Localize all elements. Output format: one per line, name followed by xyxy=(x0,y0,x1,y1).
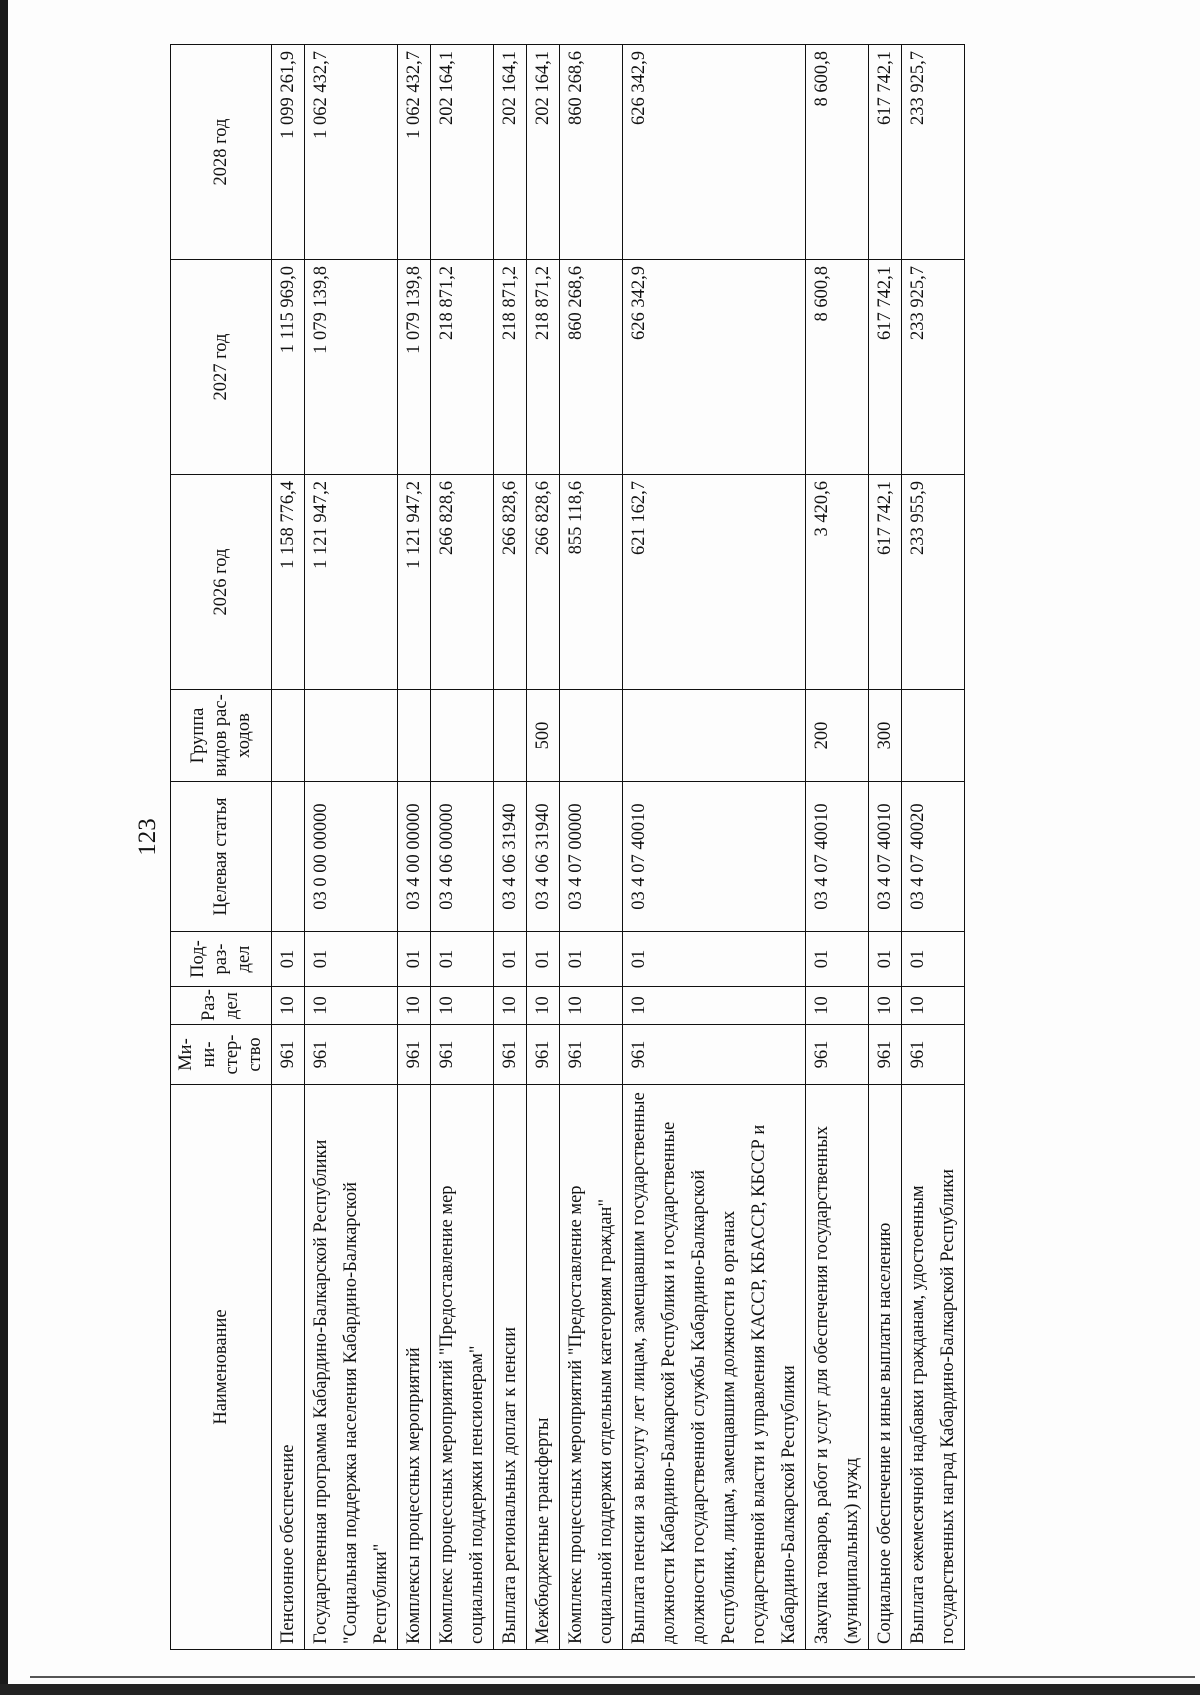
cell-expense-group xyxy=(305,690,398,782)
cell-subsection: 01 xyxy=(902,932,965,987)
cell-target: 03 4 06 31940 xyxy=(527,782,560,932)
cell-2027: 860 268,6 xyxy=(560,260,623,475)
cell-name: Комплексы процессных мероприятий xyxy=(398,1085,431,1650)
cell-subsection: 01 xyxy=(560,932,623,987)
cell-name: Комплекс процессных мероприятий "Предоставление мер социальной поддержки пенсионерам" xyxy=(431,1085,494,1650)
header-2026: 2026 год xyxy=(171,475,272,690)
table-row xyxy=(623,45,806,1650)
cell-2028: 626 342,9 xyxy=(623,45,806,260)
cell-expense-group xyxy=(494,690,527,782)
cell-2026: 855 118,6 xyxy=(560,475,623,690)
table-row xyxy=(527,45,560,1650)
cell-2026: 266 828,6 xyxy=(494,475,527,690)
cell-section: 10 xyxy=(560,987,623,1025)
cell-2028: 1 062 432,7 xyxy=(398,45,431,260)
cell-name: Социальное обеспечение и иные выплаты населению xyxy=(869,1085,902,1650)
cell-2026: 1 121 947,2 xyxy=(398,475,431,690)
cell-name: Выплата ежемесячной надбавки гражданам, удостоенным государственных наград Кабардино-Балкарской Республики xyxy=(902,1085,965,1650)
scan-artifact-line xyxy=(30,1676,1195,1678)
cell-name: Выплата пенсии за выслугу лет лицам, замещавшим государственные должности Кабардино-Балкарской Республики и государственные должности государственной службы Кабардино-Балкарской Республики, лицам, замещавшим должности в органах государственной власти и управления КАССР, КБАССР, КБССР и Кабардино-Балкарской Республики xyxy=(623,1085,806,1650)
cell-subsection: 01 xyxy=(272,932,305,987)
header-section: Раз-дел xyxy=(171,987,272,1025)
cell-subsection: 01 xyxy=(398,932,431,987)
cell-expense-group xyxy=(623,690,806,782)
cell-expense-group: 500 xyxy=(527,690,560,782)
cell-section: 10 xyxy=(305,987,398,1025)
cell-section: 10 xyxy=(398,987,431,1025)
table-row xyxy=(869,45,902,1650)
budget-table xyxy=(170,44,965,1650)
cell-expense-group: 300 xyxy=(869,690,902,782)
cell-subsection: 01 xyxy=(305,932,398,987)
cell-2026: 266 828,6 xyxy=(431,475,494,690)
cell-subsection: 01 xyxy=(431,932,494,987)
header-subsection: Под-раз-дел xyxy=(171,932,272,987)
cell-2028: 202 164,1 xyxy=(494,45,527,260)
table-row xyxy=(560,45,623,1650)
cell-section: 10 xyxy=(431,987,494,1025)
cell-target: 03 4 07 00000 xyxy=(560,782,623,932)
cell-2027: 218 871,2 xyxy=(494,260,527,475)
cell-expense-group: 200 xyxy=(806,690,869,782)
cell-ministry: 961 xyxy=(806,1025,869,1085)
header-ministry: Ми-ни-стер-ство xyxy=(171,1025,272,1085)
cell-2028: 1 099 261,9 xyxy=(272,45,305,260)
cell-ministry: 961 xyxy=(305,1025,398,1085)
cell-expense-group xyxy=(398,690,431,782)
cell-expense-group xyxy=(431,690,494,782)
cell-target: 03 0 00 00000 xyxy=(305,782,398,932)
budget-table-rotated xyxy=(170,45,1045,1650)
header-target: Целевая статья xyxy=(171,782,272,932)
cell-ministry: 961 xyxy=(560,1025,623,1085)
cell-name: Государственная программа Кабардино-Балкарской Республики "Социальная поддержка населения Кабардино-Балкарской Республики" xyxy=(305,1085,398,1650)
header-expense-group: Группа видов рас-ходов xyxy=(171,690,272,782)
cell-target: 03 4 06 31940 xyxy=(494,782,527,932)
cell-ministry: 961 xyxy=(398,1025,431,1085)
table-row xyxy=(494,45,527,1650)
cell-2026: 621 162,7 xyxy=(623,475,806,690)
table-row xyxy=(431,45,494,1650)
cell-2026: 617 742,1 xyxy=(869,475,902,690)
scan-edge-bottom xyxy=(0,1684,1200,1695)
cell-2028: 860 268,6 xyxy=(560,45,623,260)
cell-2026: 3 420,6 xyxy=(806,475,869,690)
cell-2028: 617 742,1 xyxy=(869,45,902,260)
cell-2027: 8 600,8 xyxy=(806,260,869,475)
table-row xyxy=(806,45,869,1650)
table-row xyxy=(305,45,398,1650)
cell-ministry: 961 xyxy=(431,1025,494,1085)
cell-2028: 202 164,1 xyxy=(431,45,494,260)
table-row xyxy=(398,45,431,1650)
cell-2026: 1 121 947,2 xyxy=(305,475,398,690)
cell-name: Закупка товаров, работ и услуг для обеспечения государственных (муниципальных) нужд xyxy=(806,1085,869,1650)
cell-expense-group xyxy=(560,690,623,782)
cell-2026: 266 828,6 xyxy=(527,475,560,690)
cell-2027: 1 079 139,8 xyxy=(305,260,398,475)
table-row xyxy=(902,45,965,1650)
cell-ministry: 961 xyxy=(494,1025,527,1085)
cell-2027: 626 342,9 xyxy=(623,260,806,475)
cell-target: 03 4 07 40010 xyxy=(623,782,806,932)
page-number: 123 xyxy=(134,818,161,856)
cell-2027: 233 925,7 xyxy=(902,260,965,475)
cell-2027: 1 115 969,0 xyxy=(272,260,305,475)
table-header-row xyxy=(171,45,272,1650)
cell-ministry: 961 xyxy=(869,1025,902,1085)
scan-edge-left xyxy=(0,0,8,1695)
header-2028: 2028 год xyxy=(171,45,272,260)
cell-2027: 218 871,2 xyxy=(431,260,494,475)
cell-2027: 617 742,1 xyxy=(869,260,902,475)
cell-2026: 233 955,9 xyxy=(902,475,965,690)
cell-section: 10 xyxy=(527,987,560,1025)
cell-section: 10 xyxy=(623,987,806,1025)
cell-expense-group xyxy=(272,690,305,782)
cell-section: 10 xyxy=(494,987,527,1025)
table-body xyxy=(272,45,965,1650)
cell-target: 03 4 07 40020 xyxy=(902,782,965,932)
cell-target: 03 4 06 00000 xyxy=(431,782,494,932)
cell-2028: 233 925,7 xyxy=(902,45,965,260)
cell-2027: 1 079 139,8 xyxy=(398,260,431,475)
cell-ministry: 961 xyxy=(272,1025,305,1085)
cell-subsection: 01 xyxy=(623,932,806,987)
cell-target: 03 4 07 40010 xyxy=(869,782,902,932)
cell-2028: 202 164,1 xyxy=(527,45,560,260)
cell-2028: 1 062 432,7 xyxy=(305,45,398,260)
cell-subsection: 01 xyxy=(806,932,869,987)
cell-name: Выплата региональных доплат к пенсии xyxy=(494,1085,527,1650)
cell-section: 10 xyxy=(902,987,965,1025)
cell-ministry: 961 xyxy=(623,1025,806,1085)
header-2027: 2027 год xyxy=(171,260,272,475)
cell-target xyxy=(272,782,305,932)
cell-target: 03 4 00 00000 xyxy=(398,782,431,932)
cell-name: Пенсионное обеспечение xyxy=(272,1085,305,1650)
cell-ministry: 961 xyxy=(902,1025,965,1085)
cell-name: Комплекс процессных мероприятий "Предоставление мер социальной поддержки отдельным категориям граждан" xyxy=(560,1085,623,1650)
header-name: Наименование xyxy=(171,1085,272,1650)
cell-2026: 1 158 776,4 xyxy=(272,475,305,690)
cell-name: Межбюджетные трансферты xyxy=(527,1085,560,1650)
cell-section: 10 xyxy=(272,987,305,1025)
cell-ministry: 961 xyxy=(527,1025,560,1085)
cell-subsection: 01 xyxy=(527,932,560,987)
cell-section: 10 xyxy=(869,987,902,1025)
cell-target: 03 4 07 40010 xyxy=(806,782,869,932)
cell-section: 10 xyxy=(806,987,869,1025)
cell-expense-group xyxy=(902,690,965,782)
cell-subsection: 01 xyxy=(869,932,902,987)
cell-2027: 218 871,2 xyxy=(527,260,560,475)
table-row xyxy=(272,45,305,1650)
cell-subsection: 01 xyxy=(494,932,527,987)
cell-2028: 8 600,8 xyxy=(806,45,869,260)
